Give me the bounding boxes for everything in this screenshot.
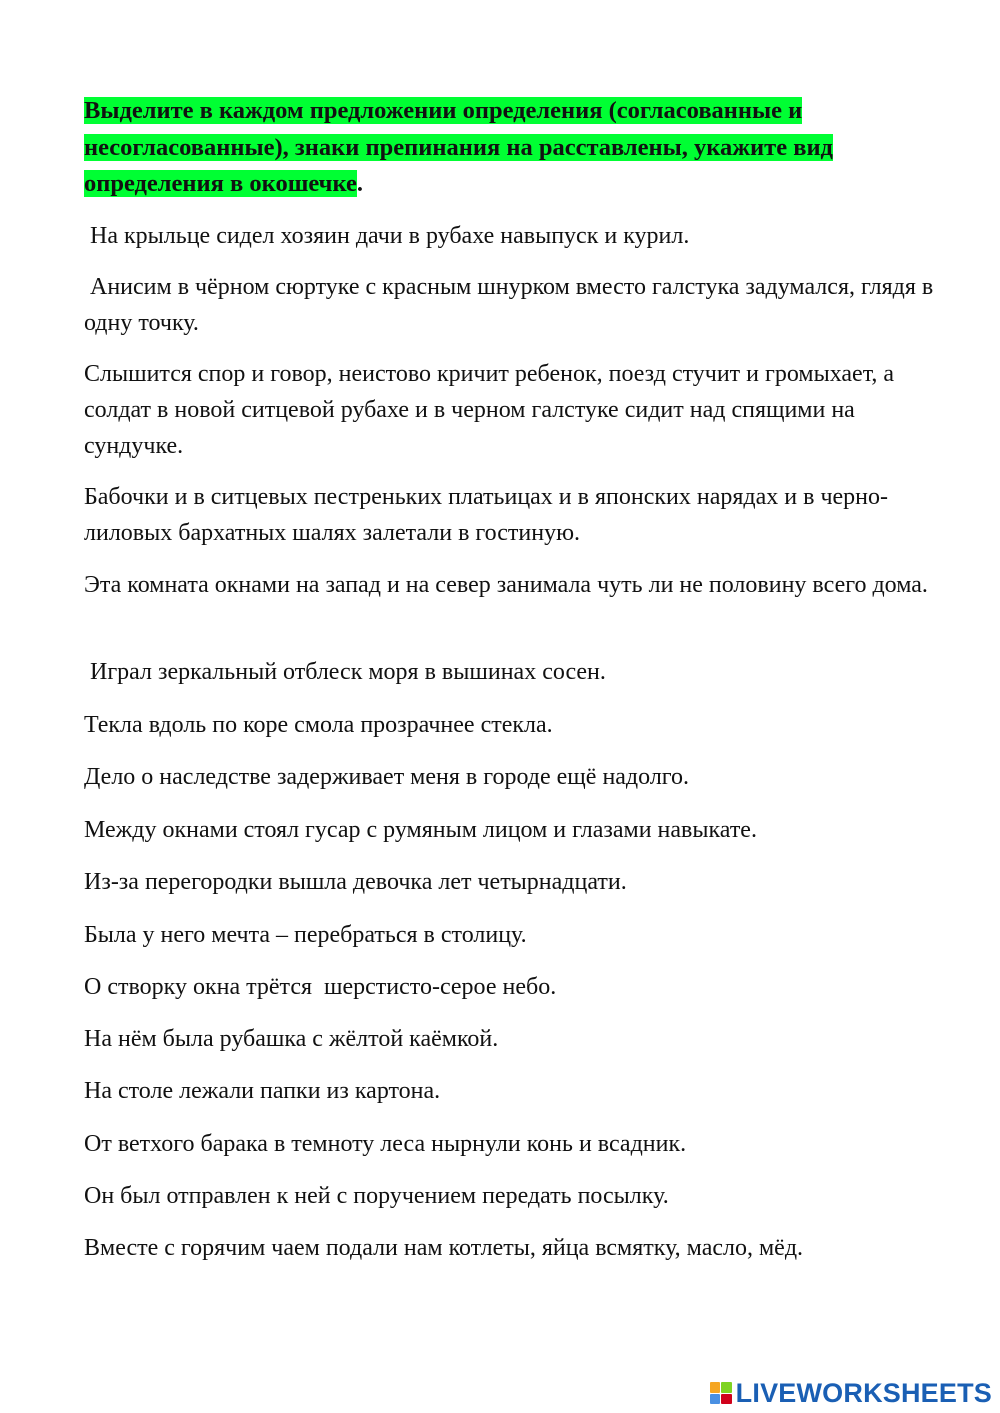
- instruction-tail: .: [356, 170, 363, 197]
- sentence-2: Анисим в чёрном сюртуке с красным шнурком вместо галстука задумался, глядя в одну точку.: [84, 274, 940, 336]
- sentence-5: Эта комната окнами на запад и на север занимала чуть ли не половину всего дома.: [84, 572, 928, 598]
- sentence-15: От ветхого барака в темноту леса нырнули конь и всадник.: [84, 1131, 687, 1157]
- sentence-11: Была у него мечта – перебраться в столицу.: [84, 922, 527, 948]
- logo-square-4: [721, 1394, 732, 1405]
- sentence-9: Между окнами стоял гусар с румяным лицом и глазами навыкате.: [84, 817, 757, 843]
- sentence-7: Текла вдоль по коре смола прозрачнее стекла.: [84, 712, 553, 738]
- logo-square-2: [721, 1382, 732, 1393]
- sentence-6: Играл зеркальный отблеск моря в вышинах сосен.: [84, 659, 606, 685]
- sentence-13: На нём была рубашка с жёлтой каёмкой.: [84, 1026, 499, 1052]
- sentence-1: На крыльце сидел хозяин дачи в рубахе навыпуск и курил.: [84, 223, 690, 249]
- instruction-highlight: Выделите в каждом предложении определения (согласованные и несогласованные), знаки препинания на расставлены, укажите вид определения в окошечке: [84, 97, 833, 197]
- sentence-16: Он был отправлен к ней с поручением передать посылку.: [84, 1183, 669, 1209]
- sentence-14: На столе лежали папки из картона.: [84, 1078, 441, 1104]
- sentence-12: О створку окна трётся шерстисто-серое небо.: [84, 974, 557, 1000]
- sentence-3: Слышится спор и говор, неистово кричит ребенок, поезд стучит и громыхает, а солдат в новой ситцевой рубахе и в черном галстуке сидит над спящими на сундучке.: [84, 361, 901, 459]
- liveworksheets-brand[interactable]: [710, 1378, 992, 1408]
- sentence-17: Вместе с горячим чаем подали нам котлеты, яйца всмятку, масло, мёд.: [84, 1235, 804, 1261]
- logo-square-3: [710, 1394, 721, 1405]
- logo-square-1: [710, 1382, 721, 1393]
- sentence-8: Дело о наследстве задерживает меня в городе ещё надолго.: [84, 764, 690, 790]
- sentence-10: Из-за перегородки вышла девочка лет четырнадцати.: [84, 869, 627, 895]
- liveworksheets-logo-icon: [710, 1382, 732, 1404]
- instruction-text: [84, 93, 944, 203]
- sentence-4: Бабочки и в ситцевых пестреньких платьицах и в японских нарядах и в черно-лиловых бархатных шалях залетали в гостиную.: [84, 484, 888, 546]
- brand-text: LIVEWORKSHEETS: [735, 1377, 992, 1408]
